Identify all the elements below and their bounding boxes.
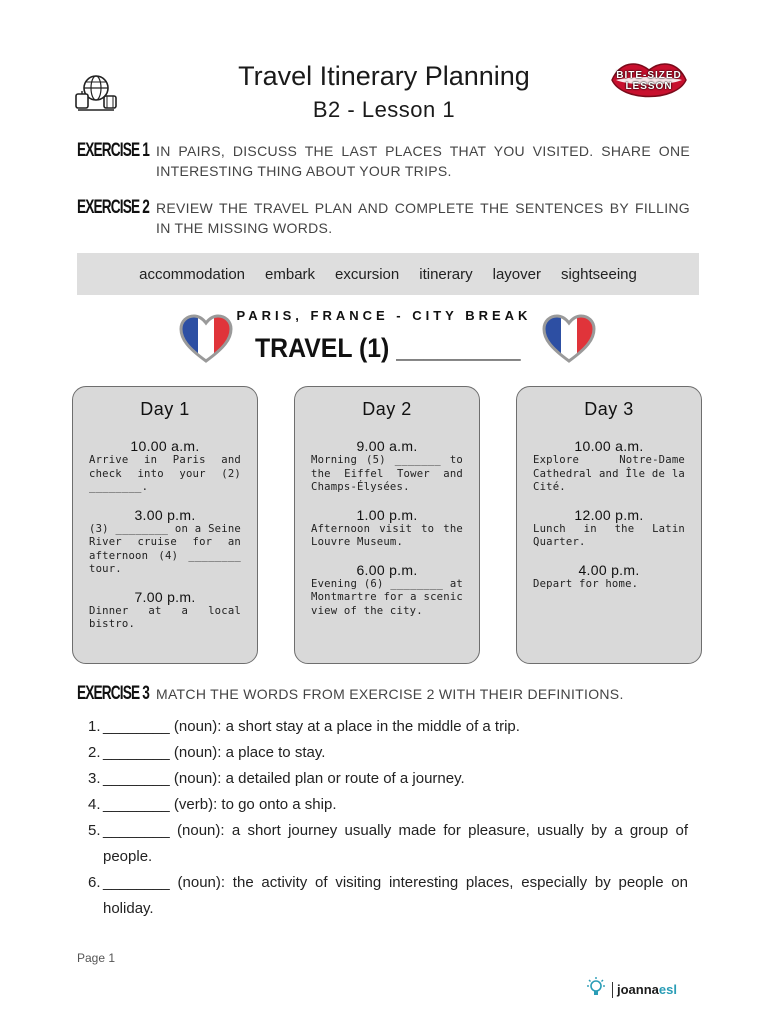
slot-description: Lunch in the Latin Quarter. xyxy=(533,522,685,548)
slot-time: 10.00 a.m. xyxy=(130,438,200,454)
list-item xyxy=(88,792,688,818)
item-text: ________ (noun): a short journey usually made for pleasure, usually by a group of people. xyxy=(103,822,688,865)
slot-time: 4.00 p.m. xyxy=(578,561,640,578)
page-number: Page 1 xyxy=(77,951,116,965)
plan-heading: TRAVEL (1) _________ xyxy=(255,333,521,363)
itinerary-slot xyxy=(311,438,463,495)
itinerary-slot xyxy=(533,438,685,495)
item-number: 4. xyxy=(88,796,101,813)
brand-suffix: esl xyxy=(658,981,677,997)
slot-description: Dinner at a local bistro. xyxy=(89,604,241,630)
day-card-3 xyxy=(516,386,702,664)
list-item xyxy=(88,714,688,740)
slot-time: 3.00 p.m. xyxy=(134,506,196,523)
slot-description: Explore Notre-Dame Cathedral and Île de la Cité. xyxy=(533,454,685,493)
item-number: 2. xyxy=(88,744,101,761)
plan-kicker: PARIS, FRANCE - CITY BREAK xyxy=(236,308,532,323)
brand-logo xyxy=(584,976,677,1003)
word-bank-item: embark xyxy=(265,265,316,283)
day-title: Day 1 xyxy=(140,399,190,419)
slot-description: (3) ________ on a Seine River cruise for an afternoon (4) ________ tour. xyxy=(89,522,241,575)
badge-label: BITE-SIZED LESSON xyxy=(616,70,682,92)
slot-time: 6.00 p.m. xyxy=(356,561,418,578)
slot-description: Afternoon visit to the Louvre Museum. xyxy=(311,522,463,548)
exercise-3-text: MATCH THE WORDS FROM EXERCISE 2 WITH THEIR DEFINITIONS. xyxy=(156,686,624,702)
itinerary-slot xyxy=(89,438,241,495)
item-number: 3. xyxy=(88,770,101,787)
day-title: Day 2 xyxy=(362,399,412,419)
slot-time: 12.00 p.m. xyxy=(574,506,644,523)
word-bank-item: excursion xyxy=(335,265,400,283)
exercise-2-label: EXERCISE 2 xyxy=(77,197,149,218)
slot-time: 7.00 p.m. xyxy=(134,588,196,605)
item-number: 1. xyxy=(88,718,101,735)
exercise-1-label: EXERCISE 1 xyxy=(77,140,149,161)
list-item xyxy=(88,870,688,922)
itinerary-slot xyxy=(311,507,463,550)
itinerary-slot xyxy=(533,507,685,550)
definition-list xyxy=(88,714,688,922)
slot-time: 9.00 a.m. xyxy=(356,438,418,454)
word-bank-item: accommodation xyxy=(139,265,246,283)
word-bank xyxy=(77,253,699,295)
page-title: Travel Itinerary Planning xyxy=(238,61,530,91)
item-text: ________ (noun): a detailed plan or route of a journey. xyxy=(103,770,465,787)
day-card-2 xyxy=(294,386,480,664)
exercise-1-text: IN PAIRS, DISCUSS THE LAST PLACES THAT YOU VISITED. SHARE ONE INTERESTING THING ABOUT YOUR TRIPS. xyxy=(156,143,690,179)
list-item xyxy=(88,766,688,792)
slot-description: Evening (6) ________ at Montmartre for a scenic view of the city. xyxy=(311,577,463,617)
itinerary-slot xyxy=(89,507,241,577)
lips-badge-icon xyxy=(606,58,692,106)
exercise-3-label: EXERCISE 3 xyxy=(77,683,149,704)
itinerary-slot xyxy=(89,589,241,632)
page-subtitle: B2 - Lesson 1 xyxy=(312,97,456,122)
brand-prefix: joanna xyxy=(617,981,659,997)
item-text: ________ (noun): the activity of visiting interesting places, especially by people on holiday. xyxy=(103,874,688,917)
word-bank-item: sightseeing xyxy=(560,265,637,283)
item-text: ________ (noun): a place to stay. xyxy=(103,744,326,761)
itinerary-slot xyxy=(533,562,685,592)
slot-time: 1.00 p.m. xyxy=(356,506,418,523)
slot-time: 10.00 a.m. xyxy=(574,438,644,454)
item-number: 6. xyxy=(88,874,101,891)
item-text: ________ (noun): a short stay at a place in the middle of a trip. xyxy=(103,718,520,735)
exercise-2-text: REVIEW THE TRAVEL PLAN AND COMPLETE THE SENTENCES BY FILLING IN THE MISSING WORDS. xyxy=(156,200,690,236)
day-card-1 xyxy=(72,386,258,664)
itinerary-slot xyxy=(311,562,463,619)
item-number: 5. xyxy=(88,822,101,839)
brand-name xyxy=(612,982,677,998)
word-bank-item: itinerary xyxy=(419,265,473,283)
lightbulb-icon xyxy=(584,976,608,1003)
item-text: ________ (verb): to go onto a ship. xyxy=(103,796,337,813)
list-item xyxy=(88,740,688,766)
word-bank-item: layover xyxy=(492,265,541,283)
slot-description: Depart for home. xyxy=(533,577,639,590)
day-title: Day 3 xyxy=(584,399,634,419)
slot-description: Arrive in Paris and check into your (2) ________. xyxy=(89,454,241,493)
slot-description: Morning (5) _______ to the Eiffel Tower and Champs-Élysées. xyxy=(311,454,463,493)
list-item xyxy=(88,818,688,870)
